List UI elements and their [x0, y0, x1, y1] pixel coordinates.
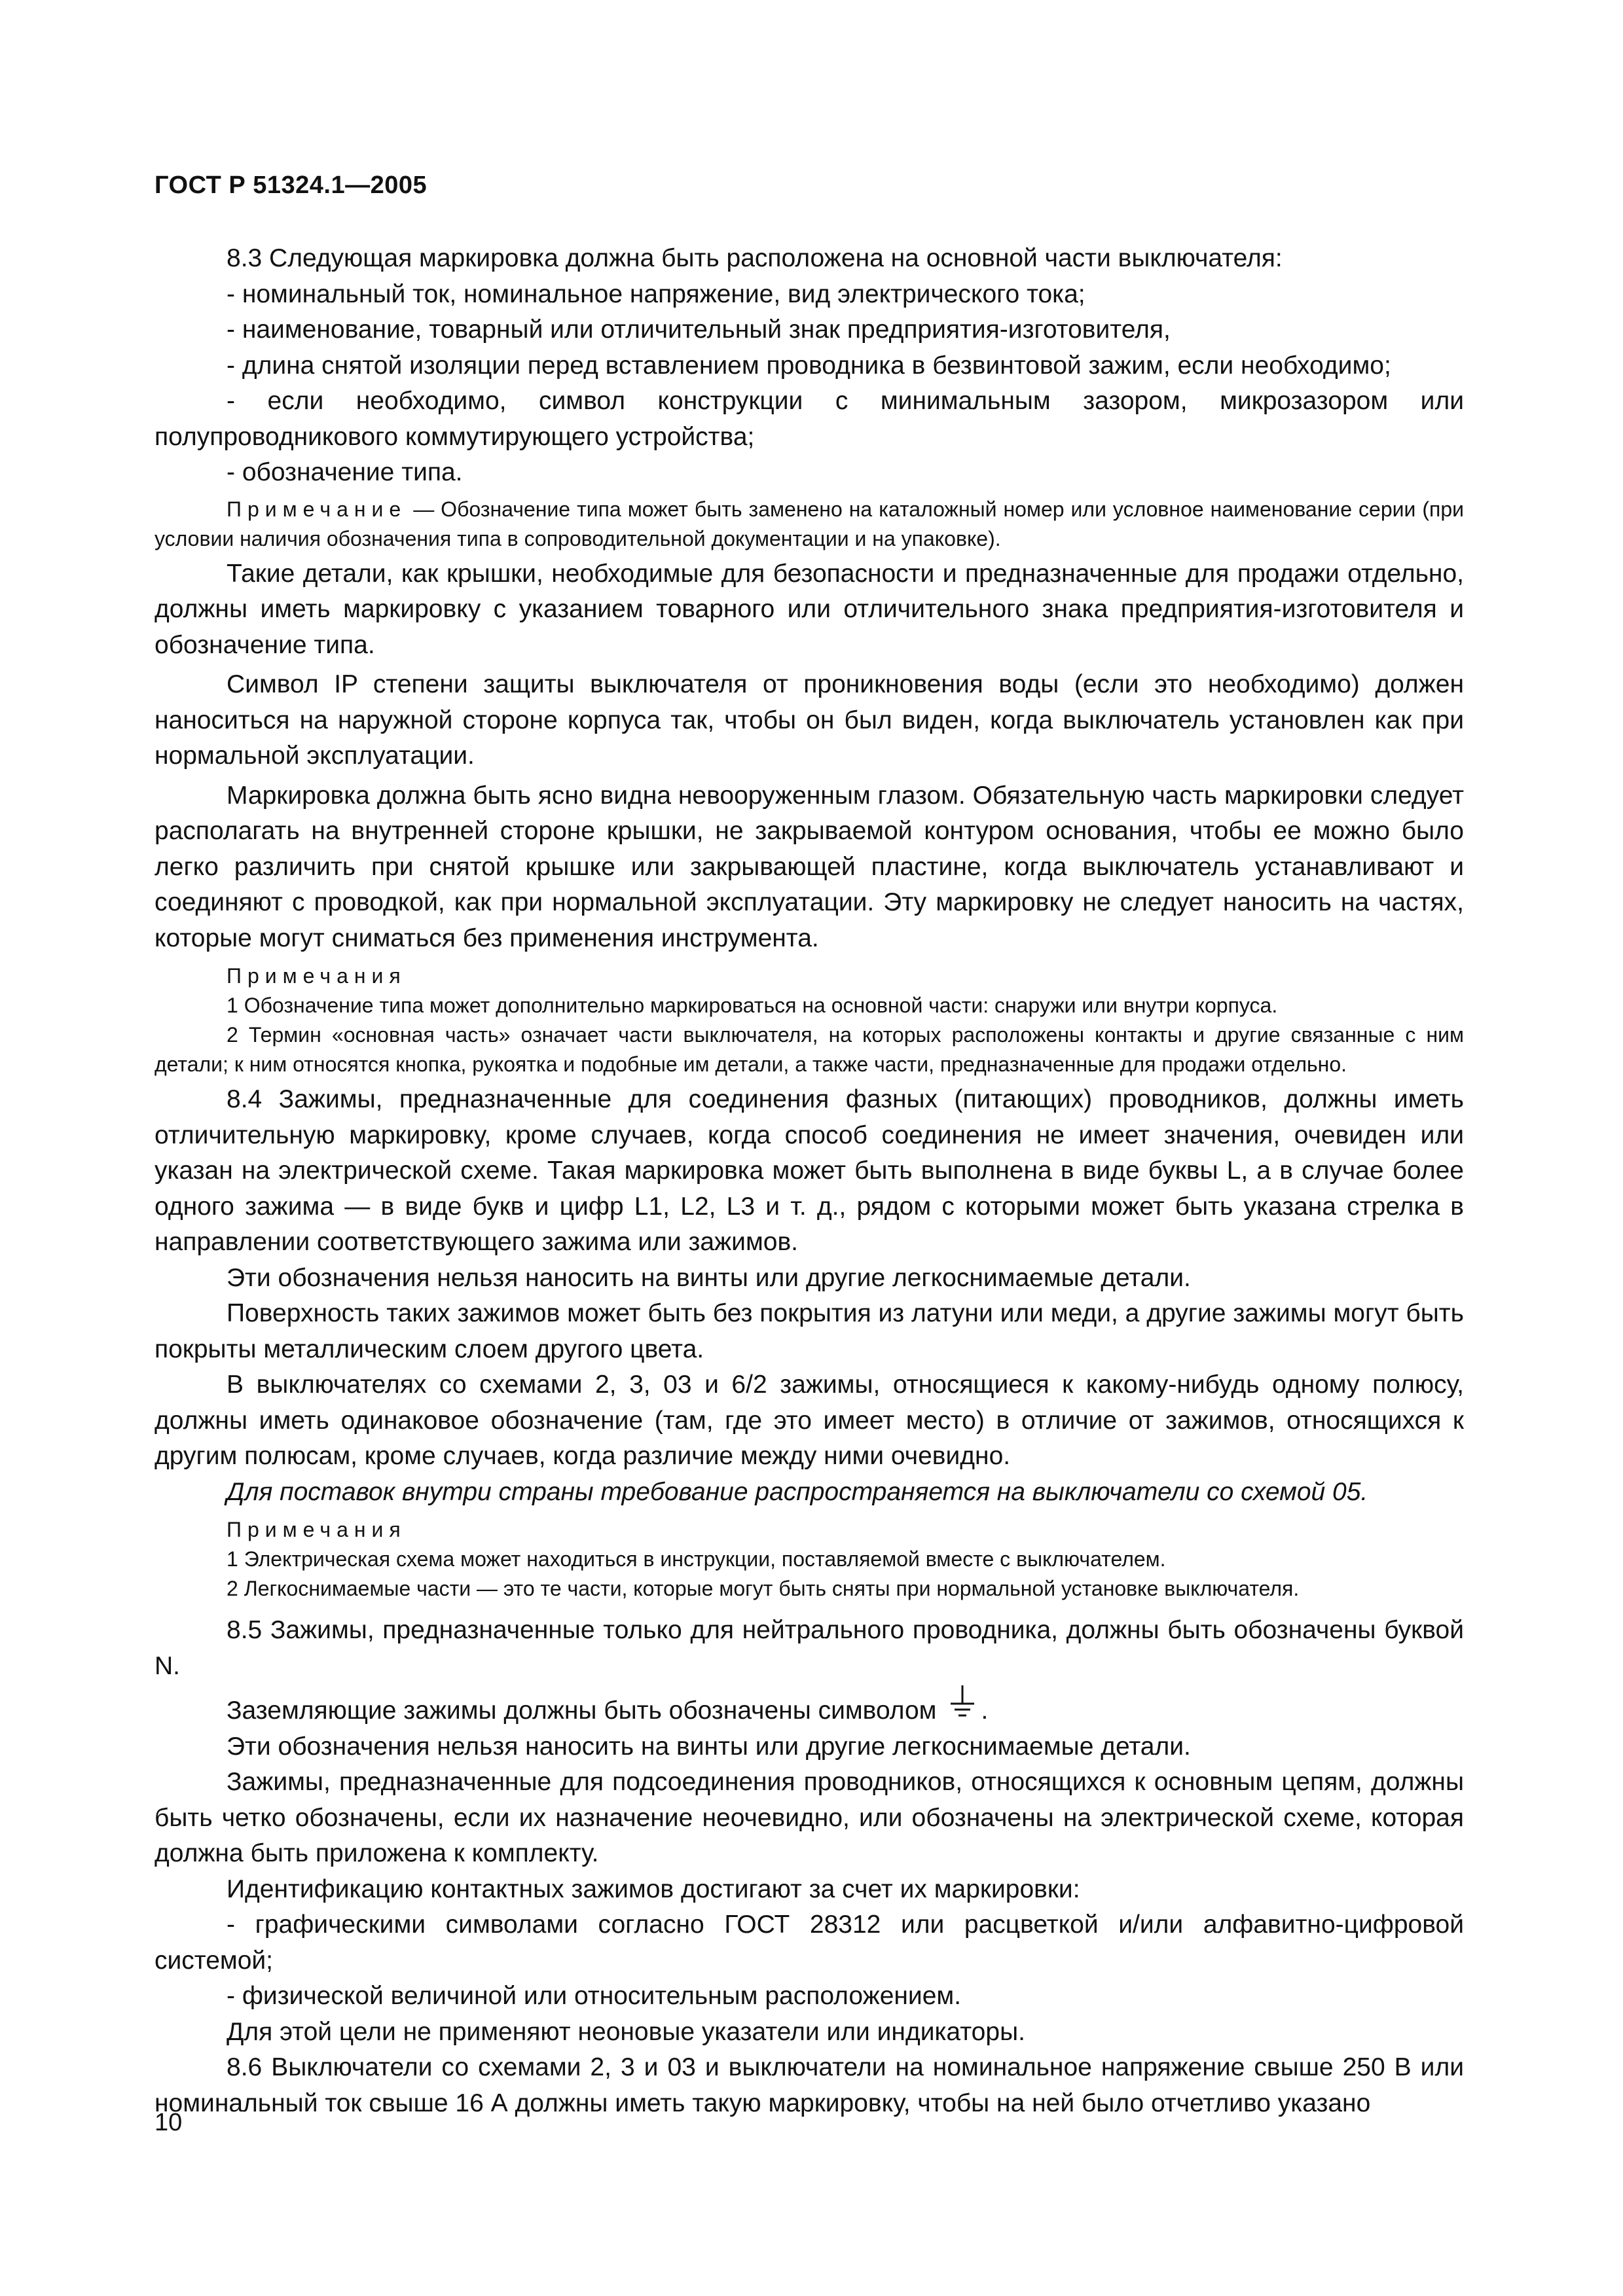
ground-sentence-suffix: . — [981, 1696, 989, 1725]
body-paragraph: 8.5 Зажимы, предназначенные только для нейтрального проводника, должны быть обозначены буквой N. — [155, 1616, 1464, 1680]
body-paragraph: 8.4 Зажимы, предназначенные для соединения фазных (питающих) проводников, должны иметь отличительную маркировку, кроме случаев, когда способ соединения не имеет значения, очевиден или указан на электрической схеме. Такая маркировка может быть выполнена в виде буквы L, а в случае более одного зажима — в виде букв и цифр L1, L2, L3 и т. д., рядом с которыми может быть указана стрелка в направлении соответствующего зажима или зажимов. — [155, 1085, 1464, 1256]
body-paragraph: Идентификацию контактных зажимов достигают за счет их маркировки: — [227, 1874, 1080, 1903]
body-paragraph — [155, 1693, 1464, 1729]
body-paragraph: - графическими символами согласно ГОСТ 28312 или расцветкой и/или алфавитно-цифровой системой; — [155, 1910, 1464, 1975]
body-paragraph: Эти обозначения нельзя наносить на винты или другие легкоснимаемые детали. — [227, 1263, 1191, 1292]
body-paragraph: - обозначение типа. — [227, 458, 463, 486]
body-paragraph: - наименование, товарный или отличительный знак предприятия-изготовителя, — [227, 315, 1171, 344]
body-paragraph: - номинальный ток, номинальное напряжение, вид электрического тока; — [227, 279, 1085, 308]
note-paragraph: 2 Термин «основная часть» означает части выключателя, на которых расположены контакты и другие связанные с ним детали; к ним относятся кнопка, рукоятка и подобные им детали, а также части, предназначенные для продажи отдельно. — [155, 1023, 1464, 1076]
document-header: ГОСТ Р 51324.1—2005 — [155, 171, 428, 199]
body-paragraph: Для поставок внутри страны требование распространяется на выключатели со схемой 05. — [227, 1477, 1368, 1506]
note-label: Примечание — [227, 497, 407, 521]
notes-heading: Примечания — [227, 1518, 407, 1541]
body-paragraph: Поверхность таких зажимов может быть без покрытия из латуни или меди, а другие зажимы могут быть покрыты металлическим слоем другого цвета. — [155, 1299, 1464, 1363]
body-paragraph: Эти обозначения нельзя наносить на винты или другие легкоснимаемые детали. — [227, 1732, 1191, 1761]
body-paragraph: Зажимы, предназначенные для подсоединения проводников, относящихся к основным цепям, должны быть четко обозначены, если их назначение неочевидно, или обозначены на электрической схеме, которая должна быть приложена к комплекту. — [155, 1768, 1464, 1867]
body-paragraph: Такие детали, как крышки, необходимые для безопасности и предназначенные для продажи отдельно, должны иметь маркировку с указанием товарного или отличительного знака предприятия-изготовителя и обозначение типа. — [155, 559, 1464, 659]
ground-sentence-text: Заземляющие зажимы должны быть обозначены символом — [227, 1696, 937, 1725]
body-paragraph: - физической величиной или относительным расположением. — [227, 1982, 962, 2010]
ground-symbol-icon — [948, 1684, 977, 1721]
notes-heading: Примечания — [227, 964, 407, 988]
body-paragraph: В выключателях со схемами 2, 3, 03 и 6/2 зажимы, относящиеся к какому-нибудь одному полюсу, должны иметь одинаковое обозначение (там, где это имеет место) в отличие от зажимов, относящихся к другим полюсам, кроме случаев, когда различие между ними очевидно. — [155, 1371, 1464, 1470]
body-paragraph: 8.3 Следующая маркировка должна быть расположена на основной части выключателя: — [227, 244, 1283, 272]
note-paragraph — [155, 495, 1464, 554]
body-paragraph: 8.6 Выключатели со схемами 2, 3 и 03 и выключатели на номинальное напряжение свыше 250 В или номинальный ток свыше 16 А должны иметь такую маркировку, чтобы на ней было отчетливо указано — [155, 2053, 1464, 2117]
note-paragraph: 1 Электрическая схема может находиться в инструкции, поставляемой вместе с выключателем. — [227, 1547, 1166, 1571]
page-number: 10 — [155, 2109, 183, 2136]
body-paragraph: - длина снятой изоляции перед вставлением проводника в безвинтовой зажим, если необходимо; — [227, 351, 1391, 380]
body-paragraph: Символ IP степени защиты выключателя от проникновения воды (если это необходимо) должен наноситься на наружной стороне корпуса так, чтобы он был виден, когда выключатель установлен как при нормальной эксплуатации. — [155, 670, 1464, 770]
note-text: — Обозначение типа может быть заменено на каталожный номер или условное наименование серии (при условии наличия обозначения типа в сопроводительной документации и на упаковке). — [155, 497, 1464, 550]
document-body — [155, 241, 1464, 2121]
body-paragraph: Для этой цели не применяют неоновые указатели или индикаторы. — [227, 2017, 1025, 2046]
note-paragraph: 2 Легкоснимаемые части — это те части, которые могут быть сняты при нормальной установке выключателя. — [227, 1577, 1300, 1600]
body-paragraph: - если необходимо, символ конструкции с минимальным зазором, микрозазором или полупроводникового коммутирующего устройства; — [155, 387, 1464, 451]
note-paragraph: 1 Обозначение типа может дополнительно маркироваться на основной части: снаружи или внутри корпуса. — [227, 994, 1278, 1017]
body-paragraph: Маркировка должна быть ясно видна невооруженным глазом. Обязательную часть маркировки следует располагать на внутренней стороне крышки, не закрываемой контуром основания, чтобы ее можно было легко различить при снятой крышке или закрывающей пластине, когда выключатель устанавливают и соединяют с проводкой, как при нормальной эксплуатации. Эту маркировку не следует наносить на частях, которые могут сниматься без применения инструмента. — [155, 781, 1464, 952]
